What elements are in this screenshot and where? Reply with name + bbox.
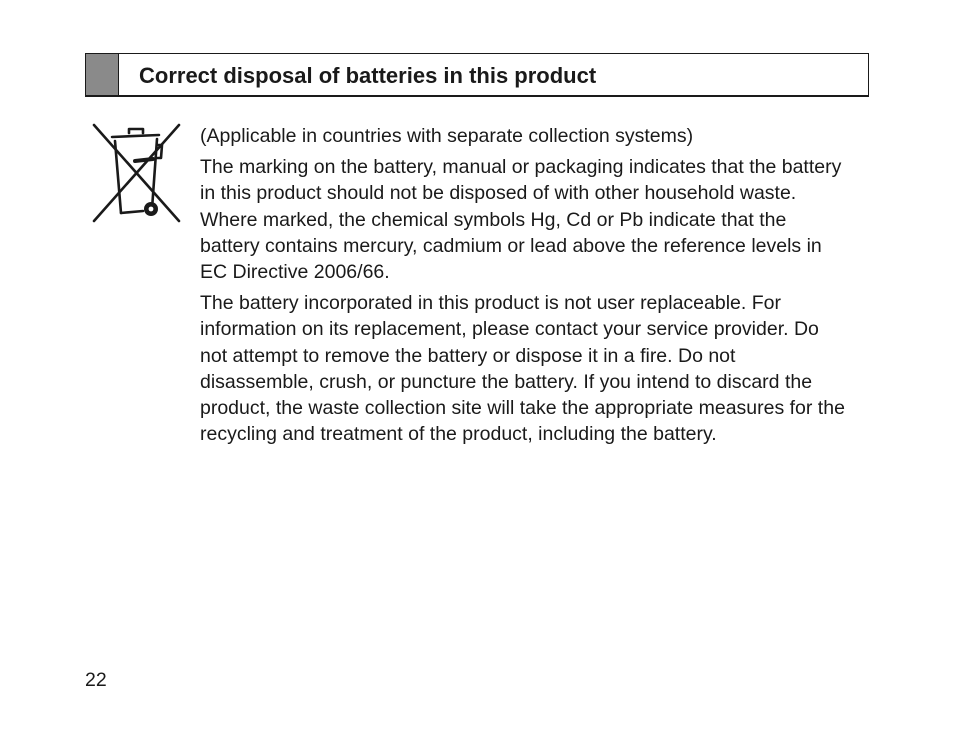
replacement-paragraph: The battery incorporated in this product is not user replaceable. For information on its replacement, please contact your service provider. Do not attempt to remove the battery or dispose it in a fire. Do not disassemble, crush, or puncture the battery. If you intend to discard the product, the waste collection site will take the appropriate measures for the recycling and treatment of the product, including the battery. [200, 292, 845, 446]
page-number: 22 [85, 669, 107, 691]
applicability-note: (Applicable in countries with separate collection systems) [200, 125, 694, 147]
section-header [85, 53, 869, 97]
crossed-out-wheelie-bin-icon [91, 123, 183, 223]
section-title: Correct disposal of batteries in this product [139, 63, 597, 88]
disposal-body [200, 123, 850, 447]
section-header-tab [86, 54, 119, 95]
marking-paragraph: The marking on the battery, manual or packaging indicates that the battery in this product should not be disposed of with other household waste. Where marked, the chemical symbols Hg, Cd or Pb indicate that the battery contains mercury, cadmium or lead above the reference levels in EC Directive 2006/66. [200, 156, 842, 284]
